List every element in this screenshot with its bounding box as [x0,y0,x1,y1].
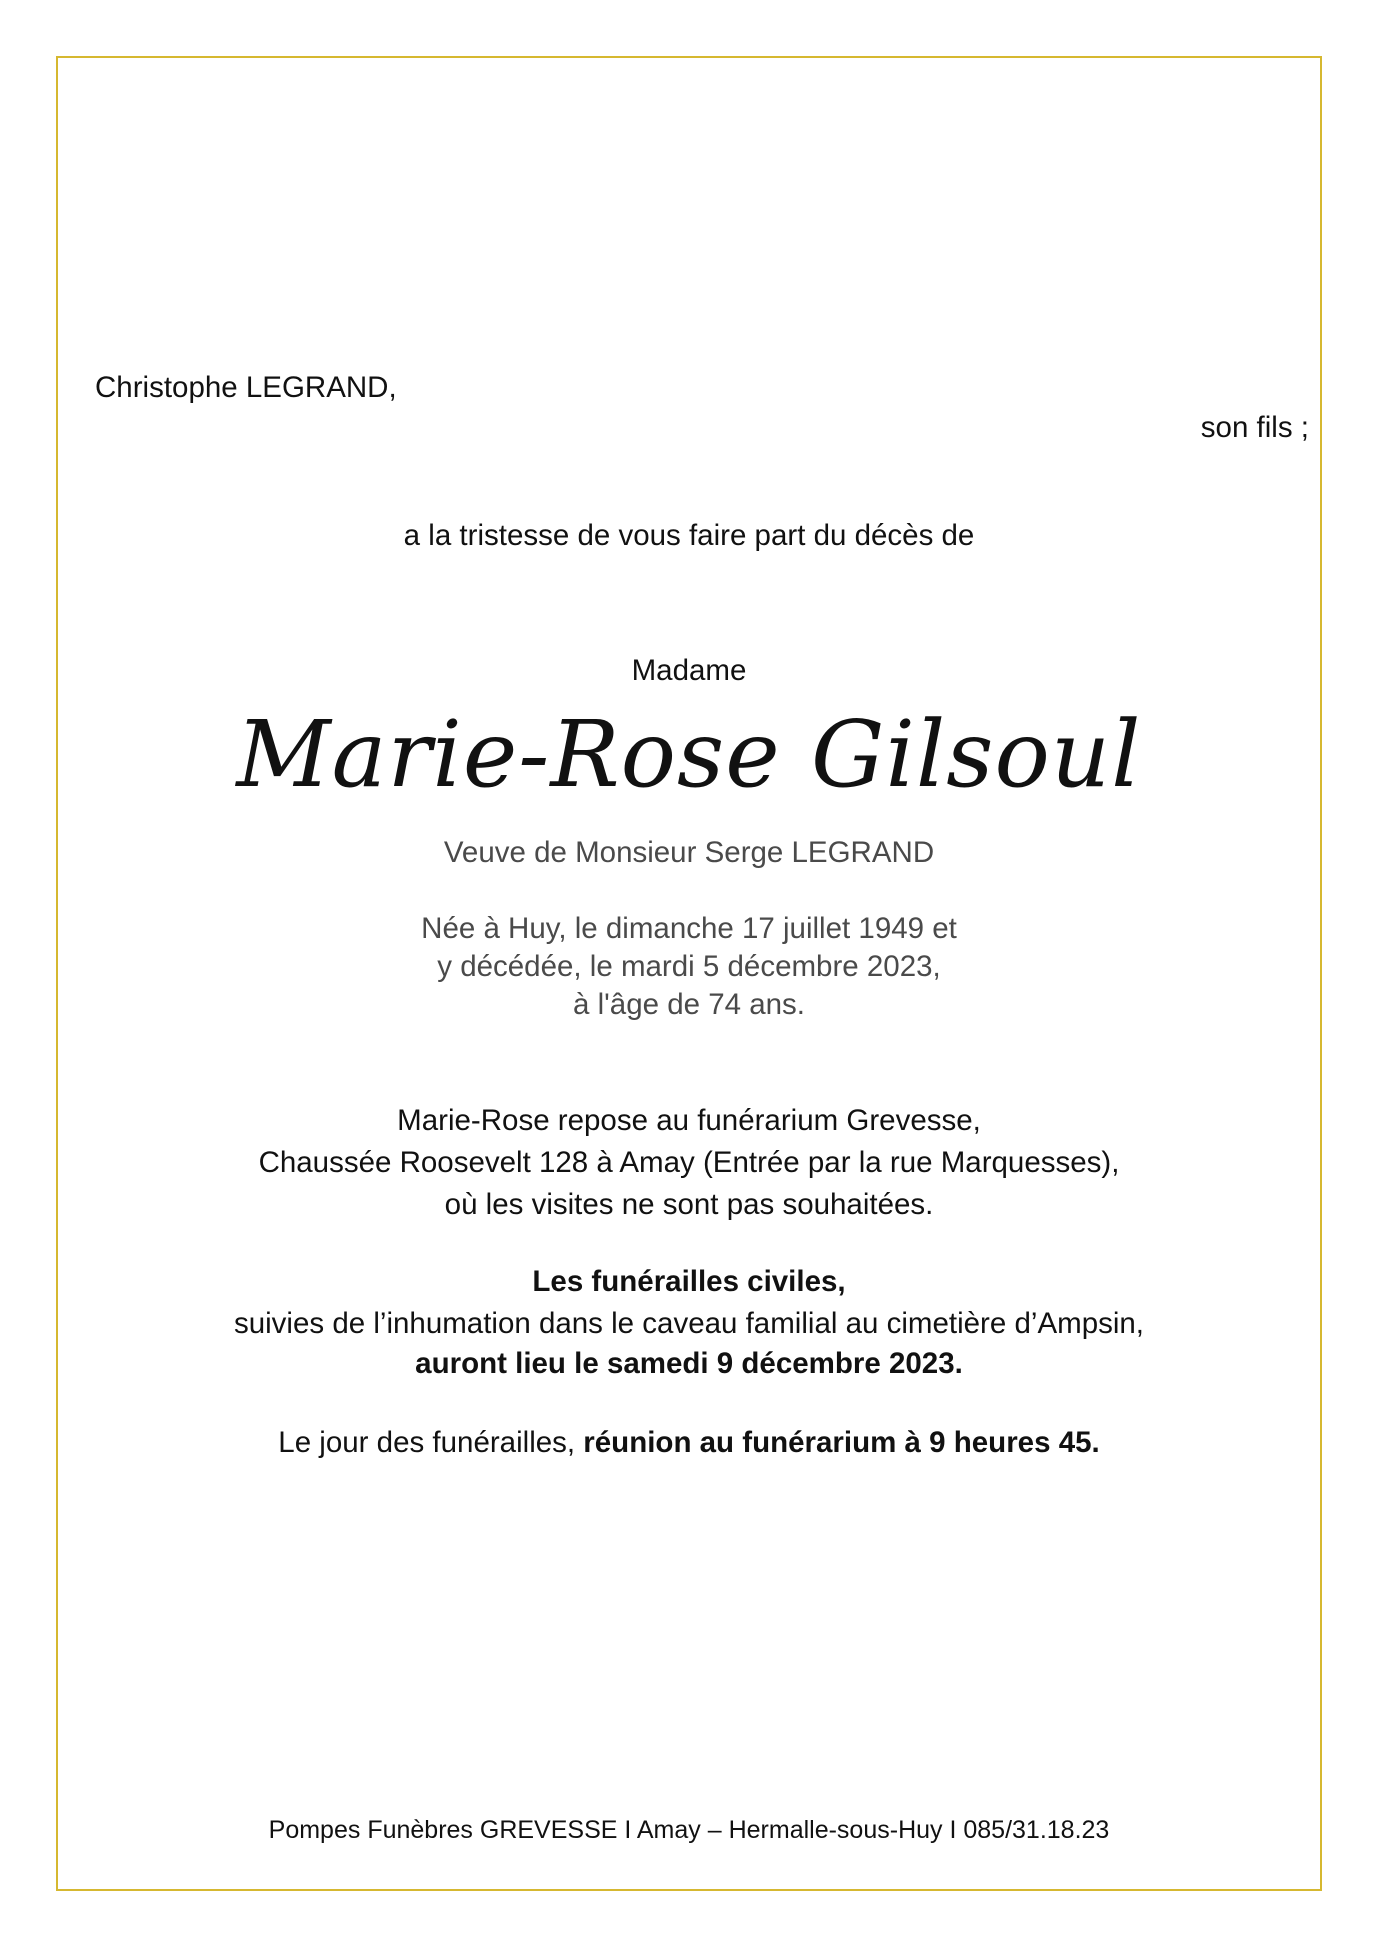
rest-line-2: Chaussée Roosevelt 128 à Amay (Entrée par la rue Marquesses), [258,1146,1120,1179]
funeral-line-2: suivies de l’inhumation dans le caveau familial au cimetière d’Ampsin, [233,1307,1145,1340]
announcement-text: a la tristesse de vous faire part du décès de [403,519,975,552]
birth-line: Née à Huy, le dimanche 17 juillet 1949 et [421,912,957,945]
deceased-name: Marie-Rose Gilsoul [236,701,1142,808]
death-line: y décédée, le mardi 5 décembre 2023, [437,950,941,983]
meeting-line [0,1425,1378,1461]
meeting-prefix: Le jour des funérailles, [278,1426,584,1459]
funeral-date: auront lieu le samedi 9 décembre 2023. [415,1347,963,1380]
rest-line-1: Marie-Rose repose au funérarium Grevesse, [397,1104,981,1137]
footer-funeral-home: Pompes Funèbres GREVESSE I Amay – Hermalle-sous-Huy I 085/31.18.23 [268,1816,1110,1844]
rest-line-3: où les visites ne sont pas souhaitées. [444,1188,934,1221]
deceased-title: Madame [631,654,747,687]
family-member-name: Christophe LEGRAND, [95,371,397,404]
age-line: à l'âge de 74 ans. [573,988,805,1021]
funeral-heading: Les funérailles civiles, [532,1265,846,1298]
spouse-line: Veuve de Monsieur Serge LEGRAND [443,836,935,869]
family-member-relation: son fils ; [1200,411,1309,444]
meeting-emphasis: réunion au funérarium à 9 heures 45. [583,1426,1100,1459]
